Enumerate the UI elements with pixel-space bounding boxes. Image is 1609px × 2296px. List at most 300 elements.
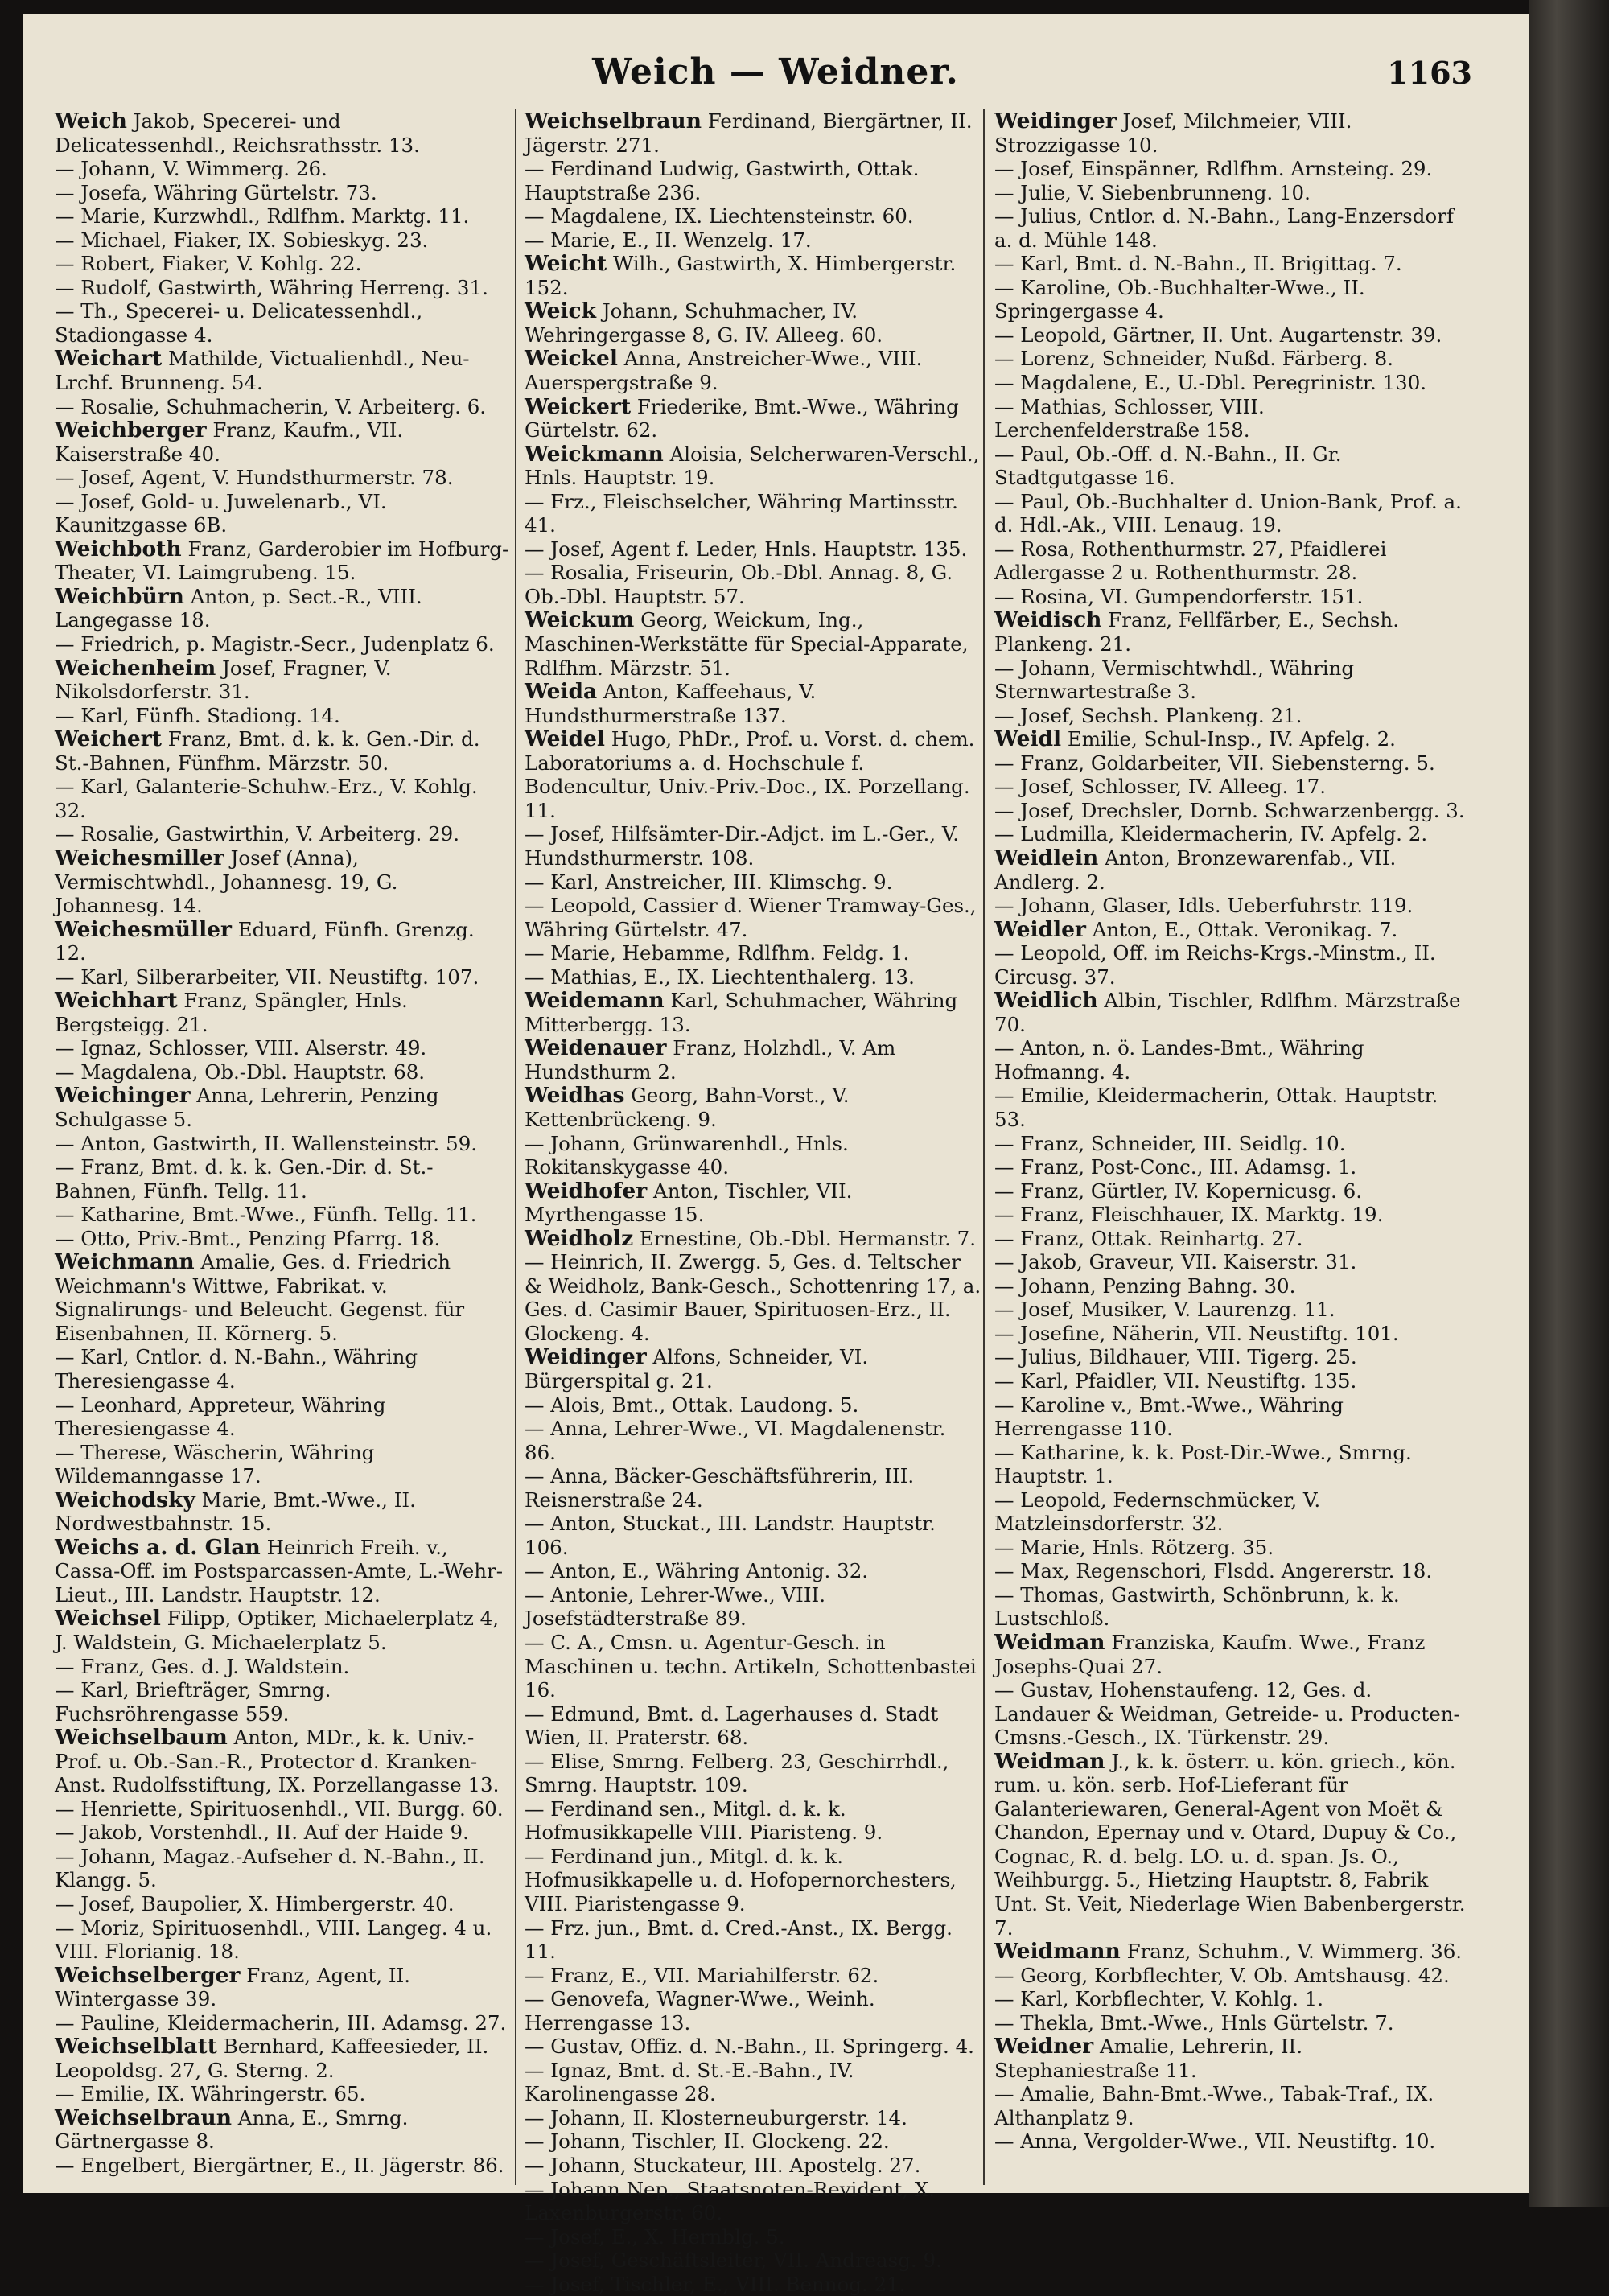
directory-entry <box>55 1227 512 1251</box>
directory-entry <box>55 704 512 728</box>
entry-details: — Magdalene, E., U.-Dbl. Peregrinistr. 130. <box>994 371 1427 395</box>
entry-surname: Weidlich <box>994 988 1098 1014</box>
entry-details: — Pauline, Kleidermacherin, III. Adamsg. 27. <box>55 2010 507 2035</box>
directory-entry <box>994 1393 1472 1441</box>
entry-details: Heinrich Freih. v., Cassa-Off. im Postsparcassen-Amte, L.-Wehr-Lieut., III. Landstr. Hauptstr. 12. <box>55 1535 503 1607</box>
entry-details: — Josef, Tischler, E., VIII. Bennog. 21. <box>525 2272 906 2296</box>
entry-details: — Johann, Grünwarenhdl., Hnls. Rokitanskygasse 40. <box>525 1131 849 1179</box>
entry-surname: Weickert <box>525 393 632 419</box>
entry-details: J., k. k. österr. u. kön. griech., kön. rum. u. kön. serb. Hof-Lieferant für Galanteriewaren, General-Agent von Moët & Chandon, Epernay und v. Otard, Dupuy & Co., Cognac, R. d. belg. LO. u. d. span. Js. O., Weihburgg. 5., Hietzing Hauptstr. 8, Fabrik Unt. St. Veit, Niederlage Wien Babenbergerstr. 7. <box>994 1749 1466 1940</box>
directory-entry <box>525 989 981 1036</box>
entry-surname: Weichberger <box>55 418 207 443</box>
entry-details: — Ferdinand jun., Mitgl. d. k. k. Hofmusikkapelle u. d. Hofopernorchesters, VIII. Piaristengasse 9. <box>525 1844 957 1916</box>
entry-details: — Marie, Hebamme, Rdlfhm. Feldg. 1. <box>525 941 910 965</box>
entry-details: — Lorenz, Schneider, Nußd. Färberg. 8. <box>994 347 1393 371</box>
entry-details: — Edmund, Bmt. d. Lagerhauses d. Stadt Wien, II. Praterstr. 68. <box>525 1701 939 1750</box>
entry-surname: Weida <box>525 679 598 705</box>
directory-entry <box>994 1274 1472 1298</box>
directory-entry <box>525 1559 981 1583</box>
entry-details: Franz, Kaufm., VII. Kaiserstraße 40. <box>55 418 404 466</box>
entry-details: Franz, Garderobier im Hofburg-Theater, VI. Laimgrubeng. 15. <box>55 537 509 585</box>
book-gutter <box>1529 0 1609 2207</box>
directory-entry <box>525 1464 981 1512</box>
entry-details: — Magdalena, Ob.-Dbl. Hauptstr. 68. <box>55 1060 426 1084</box>
directory-entry <box>55 1845 512 1892</box>
entry-details: Bernhard, Kaffeesieder, II. Leopoldsg. 27, G. Sterng. 2. <box>55 2035 489 2082</box>
directory-entry <box>525 680 981 727</box>
entry-surname: Weidmann <box>994 1939 1121 1965</box>
entry-surname: Weick <box>525 298 597 324</box>
entry-details: Anton, p. Sect.-R., VIII. Langegasse 18. <box>55 584 422 632</box>
directory-entry <box>55 157 512 181</box>
directory-entry <box>525 2225 981 2249</box>
entry-surname: Weichselbraun <box>525 109 702 134</box>
entry-details: — Friedrich, p. Magistr.-Secr., Judenplatz 6. <box>55 632 495 656</box>
page-header <box>23 14 1529 95</box>
directory-entry <box>994 252 1472 276</box>
entry-details: Marie, Bmt.-Wwe., II. Nordwestbahnstr. 15. <box>55 1487 416 1536</box>
directory-entry <box>525 1797 981 1845</box>
directory-entry <box>525 1132 981 1179</box>
directory-entry <box>525 894 981 941</box>
entry-details: — Th., Specerei- u. Delicatessenhdl., Stadiongasse 4. <box>55 299 423 347</box>
entry-details: — Franz, Ottak. Reinhartg. 27. <box>994 1226 1303 1250</box>
directory-entry <box>55 2011 512 2035</box>
entry-surname: Weichmann <box>55 1249 195 1275</box>
directory-entry <box>525 204 981 228</box>
entry-details: Albin, Tischler, Rdlfhm. Märzstraße 70. <box>994 989 1461 1036</box>
directory-entry <box>55 1536 512 1607</box>
entry-details: — Therese, Wäscherin, Währing Wildemanngasse 17. <box>55 1440 375 1488</box>
entry-surname: Weichodsky <box>55 1487 195 1512</box>
entry-details: — Magdalene, IX. Liechtensteinstr. 60. <box>525 204 914 228</box>
directory-entry <box>55 632 512 656</box>
entry-details: — Emilie, IX. Währingerstr. 65. <box>55 2082 366 2106</box>
entry-details: — Josef, Sechsh. Plankeng. 21. <box>994 703 1302 727</box>
entry-details: — Johann, II. Klosterneuburgerstr. 14. <box>525 2105 907 2129</box>
directory-entry <box>994 989 1472 1036</box>
entry-surname: Weichinger <box>55 1083 191 1109</box>
directory-entry <box>55 965 512 990</box>
entry-surname: Weidemann <box>525 988 665 1014</box>
entry-surname: Weidhas <box>525 1083 625 1109</box>
directory-entry <box>525 1250 981 1345</box>
directory-entry <box>55 1797 512 1821</box>
directory-entry <box>525 1631 981 1702</box>
directory-entry <box>55 1060 512 1084</box>
entry-surname: Weichselblatt <box>55 2034 218 2059</box>
directory-entry <box>55 109 512 157</box>
entry-details: Josef (Anna), Vermischtwhdl., Johannesg. 19, G. Johannesg. 14. <box>55 846 398 918</box>
directory-entry <box>994 1298 1472 1322</box>
directory-entry <box>525 2154 981 2178</box>
entry-surname: Weichs a. d. Glan <box>55 1534 261 1560</box>
directory-entry <box>55 822 512 846</box>
directory-entry <box>525 1987 981 2035</box>
directory-entry <box>525 395 981 442</box>
entry-details: — Gustav, Offiz. d. N.-Bahn., II. Springerg. 4. <box>525 2035 974 2059</box>
directory-entry <box>525 490 981 537</box>
directory-entry <box>55 1441 512 1488</box>
entry-details: — Josef, Schlosser, IV. Alleeg. 17. <box>994 775 1327 799</box>
entry-details: Karl, Schuhmacher, Währing Mitterbergg. 13. <box>525 989 958 1036</box>
entry-details: Franz, Bmt. d. k. k. Gen.-Dir. d. St.-Bahnen, Fünfhm. Märzstr. 50. <box>55 727 480 775</box>
directory-entry <box>994 608 1472 656</box>
entry-surname: Weichhart <box>55 988 178 1014</box>
entry-details: — Karoline v., Bmt.-Wwe., Währing Herrengasse 110. <box>994 1393 1344 1441</box>
entry-surname: Weidman <box>994 1748 1105 1774</box>
directory-entry <box>55 204 512 228</box>
directory-entry <box>525 1916 981 1964</box>
directory-entry <box>994 2035 1472 2082</box>
entry-surname: Weichselbaum <box>55 1725 228 1751</box>
directory-entry <box>525 561 981 608</box>
directory-entry <box>525 1393 981 1418</box>
directory-entry <box>994 276 1472 323</box>
entry-details: — Karl, Galanterie-Schuhw.-Erz., V. Kohlg. 32. <box>55 775 478 822</box>
entry-details: — Leopold, Gärtner, II. Unt. Augartenstr. 39. <box>994 323 1442 347</box>
directory-entry <box>525 442 981 490</box>
entry-details: Anton, Tischler, VII. Myrthengasse 15. <box>525 1179 853 1227</box>
entry-details: — Johann, Magaz.-Aufseher d. N.-Bahn., II. Klangg. 5. <box>55 1844 485 1892</box>
directory-entry <box>55 1488 512 1536</box>
entry-details: Georg, Bahn-Vorst., V. Kettenbrückeng. 9. <box>525 1084 850 1131</box>
entry-details: — Ignaz, Bmt. d. St.-E.-Bahn., IV. Karolinengasse 28. <box>525 2058 854 2106</box>
directory-entry <box>994 704 1472 728</box>
entry-details: — Thomas, Gastwirth, Schönbrunn, k. k. Lustschloß. <box>994 1582 1400 1631</box>
entry-details: Jakob, Specerei- und Delicatessenhdl., Reichsrathsstr. 13. <box>55 109 420 157</box>
directory-entry <box>994 1750 1472 1940</box>
directory-entry <box>525 252 981 299</box>
directory-entry <box>525 1964 981 1988</box>
entry-details: Franz, Spängler, Hnls. Bergsteigg. 21. <box>55 989 408 1036</box>
directory-entry <box>994 894 1472 918</box>
entry-details: Anton, Bronzewarenfab., VII. Andlerg. 2. <box>994 846 1397 894</box>
entry-surname: Weickel <box>525 346 618 372</box>
entry-details: — Josef, Drechsler, Dornb. Schwarzenbergg. 3. <box>994 798 1465 822</box>
entry-details: — Otto, Priv.-Bmt., Penzing Pfarrg. 18. <box>55 1226 441 1250</box>
directory-entry <box>994 181 1472 205</box>
directory-entry <box>994 323 1472 348</box>
entry-surname: Weidisch <box>994 607 1102 633</box>
directory-entry <box>525 2035 981 2059</box>
directory-entry <box>55 1345 512 1393</box>
entry-details: — Anton, Stuckat., III. Landstr. Hauptstr. 106. <box>525 1512 936 1559</box>
entry-details: — Karl, Korbflechter, V. Kohlg. 1. <box>994 1987 1324 2011</box>
entry-details: — Rudolf, Gastwirth, Währing Herreng. 31. <box>55 275 488 299</box>
directory-entry <box>994 751 1472 776</box>
page-title: Weich — Weidner. <box>592 51 959 93</box>
entry-details: Franz, Holzhdl., V. Am Hundsthurm 2. <box>525 1036 896 1084</box>
entry-details: — Gustav, Hohenstaufeng. 12, Ges. d. Landauer & Weidman, Getreide- u. Producten-Cmsns.-Gesch., IX. Türkenstr. 29. <box>994 1678 1460 1750</box>
directory-entry <box>55 585 512 632</box>
entry-surname: Weichart <box>55 346 163 372</box>
directory-entry <box>994 109 1472 157</box>
entry-details: — Anton, n. ö. Landes-Bmt., Währing Hofmanng. 4. <box>994 1036 1364 1084</box>
entry-details: Amalie, Ges. d. Friedrich Weichmann's Wittwe, Fabrikat. v. Signalirungs- und Beleucht. Gegenst. für Eisenbahnen, II. Körnerg. 5. <box>55 1250 465 1345</box>
entry-details: — Franz, Schneider, III. Seidlg. 10. <box>994 1131 1346 1155</box>
entry-details: — Josef, Baupolier, X. Himbergerstr. 40. <box>55 1892 455 1916</box>
entry-details: — Rosa, Rothenthurmstr. 27, Pfaidlerei Adlergasse 2 u. Rothenthurmstr. 28. <box>994 537 1387 585</box>
directory-entry <box>525 2249 981 2273</box>
directory-entry <box>525 1845 981 1916</box>
directory-entry <box>55 656 512 704</box>
entry-surname: Weichbürn <box>55 583 184 609</box>
directory-entry <box>55 1393 512 1441</box>
entry-details: Johann, Schuhmacher, IV. Wehringergasse 8, G. IV. Alleeg. 60. <box>525 299 883 347</box>
directory-entry <box>994 347 1472 371</box>
entry-details: — Thekla, Bmt.-Wwe., Hnls Gürtelstr. 7. <box>994 2010 1394 2035</box>
directory-entry <box>994 775 1472 799</box>
entry-details: — Frz., Fleischselcher, Währing Martinsstr. 41. <box>525 489 958 537</box>
entry-details: — Josef, Musiker, V. Laurenzg. 11. <box>994 1298 1335 1322</box>
directory-entry <box>994 371 1472 395</box>
entry-details: — Jakob, Vorstenhdl., II. Auf der Haide 9. <box>55 1821 469 1845</box>
entry-details: — Karl, Fünfh. Stadiong. 14. <box>55 703 340 727</box>
directory-entry <box>525 1227 981 1251</box>
entry-details: — Josefine, Näherin, VII. Neustiftg. 101. <box>994 1321 1399 1345</box>
entry-details: Anna, Anstreicher-Wwe., VIII. Auerspergstraße 9. <box>525 347 923 395</box>
directory-entry <box>525 1702 981 1750</box>
directory-entry <box>525 1512 981 1559</box>
directory-entry <box>525 2106 981 2130</box>
directory-entry <box>525 608 981 680</box>
entry-surname: Weickmann <box>525 441 664 467</box>
entry-details: — Ferdinand Ludwig, Gastwirth, Ottak. Hauptstraße 236. <box>525 157 920 204</box>
entry-details: — Julius, Bildhauer, VIII. Tigerg. 25. <box>994 1345 1357 1369</box>
directory-entry <box>994 1322 1472 1346</box>
directory-entry <box>525 2273 981 2296</box>
directory-entry <box>525 1345 981 1393</box>
entry-details: — Johann, Penzing Bahng. 30. <box>994 1273 1296 1298</box>
entry-details: — Karl, Briefträger, Smrng. Fuchsröhrengasse 559. <box>55 1678 331 1726</box>
entry-details: — Josef, Einspänner, Rdlfhm. Arnsteing. 29. <box>994 157 1433 181</box>
directory-entry <box>55 1155 512 1203</box>
entry-details: — Franz, E., VII. Mariahilferstr. 62. <box>525 1963 879 1987</box>
directory-entry <box>55 395 512 419</box>
entry-details: Mathilde, Victualienhdl., Neu-Lrchf. Brunneng. 54. <box>55 347 470 395</box>
directory-entry <box>55 775 512 822</box>
directory-entry <box>55 1250 512 1345</box>
entry-details: — Rosalia, Friseurin, Ob.-Dbl. Annag. 8, G. Ob.-Dbl. Hauptstr. 57. <box>525 561 953 608</box>
entry-details: — Ferdinand sen., Mitgl. d. k. k. Hofmusikkapelle VIII. Piaristeng. 9. <box>525 1796 883 1845</box>
entry-details: — Leopold, Federnschmücker, V. Matzleinsdorferstr. 32. <box>994 1487 1321 1536</box>
directory-entry <box>994 1536 1472 1560</box>
directory-entry <box>55 228 512 253</box>
directory-entry <box>55 181 512 205</box>
directory-entry <box>994 585 1472 609</box>
entry-details: Friederike, Bmt.-Wwe., Währing Gürtelstr. 62. <box>525 394 959 442</box>
directory-entry <box>525 1750 981 1797</box>
entry-details: — Mathias, Schlosser, VIII. Lerchenfelderstraße 158. <box>994 394 1265 442</box>
entry-surname: Weidhofer <box>525 1178 648 1204</box>
directory-entry <box>994 822 1472 846</box>
entry-details: — Rosalie, Schuhmacherin, V. Arbeiterg. 6. <box>55 394 487 418</box>
entry-details: — Frz. jun., Bmt. d. Cred.-Anst., IX. Bergg. 11. <box>525 1915 953 1964</box>
entry-details: — Franz, Bmt. d. k. k. Gen.-Dir. d. St.-Bahnen, Fünfh. Tellg. 11. <box>55 1155 434 1203</box>
entry-details: Josef, Milchmeier, VIII. Strozzigasse 10. <box>994 109 1352 157</box>
entry-surname: Weich <box>55 109 127 134</box>
entry-surname: Weichselbraun <box>55 2105 232 2130</box>
directory-entry <box>55 1916 512 1964</box>
directory-entry <box>525 347 981 394</box>
directory-entry <box>994 2011 1472 2035</box>
entry-details: Emilie, Schul-Insp., IV. Apfelg. 2. <box>1061 727 1396 751</box>
entry-details: — Katharine, k. k. Post-Dir.-Wwe., Smrng. Hauptstr. 1. <box>994 1440 1412 1488</box>
entry-details: — Anton, Gastwirth, II. Wallensteinstr. 59. <box>55 1131 478 1155</box>
directory-entry <box>55 1655 512 1679</box>
entry-details: Anton, E., Ottak. Veronikag. 7. <box>1085 917 1398 941</box>
directory-entry <box>994 157 1472 181</box>
directory-column-3 <box>985 109 1477 2193</box>
directory-entry <box>525 228 981 253</box>
directory-entry <box>525 157 981 204</box>
directory-entry <box>994 442 1472 490</box>
entry-details: Anna, E., Smrng. Gärtnergasse 8. <box>55 2105 409 2154</box>
entry-details: Georg, Weickum, Ing., Maschinen-Werkstätte für Special-Apparate, Rdlfhm. Märzstr. 51. <box>525 608 969 680</box>
entry-details: — Ludmilla, Kleidermacherin, IV. Apfelg. 2. <box>994 822 1428 846</box>
directory-entry <box>55 490 512 537</box>
entry-details: — Franz, Post-Conc., III. Adamsg. 1. <box>994 1155 1357 1179</box>
directory-entry <box>994 1488 1472 1536</box>
directory-entry <box>525 2059 981 2106</box>
entry-details: — Johann, V. Wimmerg. 26. <box>55 157 327 181</box>
directory-entry <box>55 1203 512 1227</box>
entry-surname: Weichert <box>55 726 162 752</box>
directory-entry <box>55 252 512 276</box>
entry-details: Franz, Agent, II. Wintergasse 39. <box>55 1963 411 2011</box>
entry-surname: Weickum <box>525 607 635 633</box>
entry-details: — Josef, Agent, V. Hundsthurmerstr. 78. <box>55 466 454 490</box>
entry-details: Amalie, Lehrerin, II. Stephaniestraße 11. <box>994 2035 1303 2082</box>
directory-column-2 <box>515 109 986 2296</box>
directory-entry <box>55 2035 512 2082</box>
entry-surname: Weichesmiller <box>55 845 224 870</box>
entry-details: — Anna, Bäcker-Geschäftsführerin, III. Reisnerstraße 24. <box>525 1464 915 1512</box>
directory-entry <box>994 1631 1472 1678</box>
directory-entry <box>525 822 981 870</box>
entry-details: — Alois, Bmt., Ottak. Laudong. 5. <box>525 1393 859 1417</box>
entry-details: — Georg, Korbflechter, V. Ob. Amtshausg. 42. <box>994 1963 1450 1987</box>
directory-entry <box>525 1084 981 1131</box>
directory-entry <box>994 1441 1472 1488</box>
entry-details: Franz, Schuhm., V. Wimmerg. 36. <box>1120 1940 1463 1964</box>
directory-entry <box>994 941 1472 989</box>
directory-entry <box>525 727 981 822</box>
entry-details: Ferdinand, Biergärtner, II. Jägerstr. 271. <box>525 109 973 157</box>
entry-details: — Antonie, Lehrer-Wwe., VIII. Josefstädterstraße 89. <box>525 1582 825 1631</box>
entry-details: — Marie, Kurzwhdl., Rdlfhm. Marktg. 11. <box>55 204 470 228</box>
entry-surname: Weidner <box>994 2034 1094 2059</box>
entry-details: — Max, Regenschori, Flsdd. Angererstr. 18. <box>994 1559 1433 1583</box>
directory-entry <box>55 1964 512 2011</box>
entry-details: — Rosalie, Gastwirthin, V. Arbeiterg. 29. <box>55 822 460 846</box>
entry-details: — Marie, E., II. Wenzelg. 17. <box>525 228 812 252</box>
entry-details: — Emilie, Kleidermacherin, Ottak. Hauptstr. 53. <box>994 1084 1438 1131</box>
directory-entry <box>55 466 512 490</box>
entry-details: — Engelbert, Biergärtner, E., II. Jägerstr. 86. <box>55 2154 504 2178</box>
entry-details: — Genovefa, Wagner-Wwe., Weinh. Herrengasse 13. <box>525 1987 875 2035</box>
directory-entry <box>55 537 512 585</box>
entry-details: — Leopold, Off. im Reichs-Krgs.-Minstm., II. Circusg. 37. <box>994 941 1436 989</box>
directory-entry <box>55 846 512 918</box>
entry-details: Aloisia, Selcherwaren-Verschl., Hnls. Hauptstr. 19. <box>525 442 980 490</box>
entry-details: Alfons, Schneider, VI. Bürgerspital g. 21. <box>525 1345 869 1393</box>
directory-entry <box>525 2178 981 2225</box>
entry-details: — Elise, Smrng. Felberg. 23, Geschirrhdl., Smrng. Hauptstr. 109. <box>525 1749 949 1797</box>
directory-entry <box>525 109 981 157</box>
directory-entry <box>994 1084 1472 1131</box>
directory-entry <box>994 1940 1472 1964</box>
entry-details: Hugo, PhDr., Prof. u. Vorst. d. chem. Laboratoriums a. d. Hochschule f. Bodencultur, Univ.-Priv.-Doc., IX. Porzellang. 11. <box>525 727 975 822</box>
entry-surname: Weidl <box>994 726 1062 752</box>
directory-entry <box>994 846 1472 894</box>
entry-details: — Josef, Geschäftsleiter, VII. Andreasg. 9. <box>525 2249 942 2273</box>
entry-details: — Karoline, Ob.-Buchhalter-Wwe., II. Springergasse 4. <box>994 275 1365 323</box>
entry-details: — Jakob, Graveur, VII. Kaiserstr. 31. <box>994 1250 1357 1274</box>
entry-details: — Franz, Goldarbeiter, VII. Siebensterng. 5. <box>994 751 1435 775</box>
entry-details: — Leopold, Cassier d. Wiener Tramway-Ges., Währing Gürtelstr. 47. <box>525 894 977 941</box>
entry-details: — Josefa, Währing Gürtelstr. 73. <box>55 180 377 204</box>
directory-entry <box>994 1179 1472 1204</box>
directory-entry <box>55 1892 512 1916</box>
entry-surname: Weidman <box>994 1630 1105 1655</box>
directory-entry <box>994 395 1472 442</box>
entry-details: — Josef, Hilfsämter-Dir.-Adjct. im L.-Ger., V. Hundsthurmerstr. 108. <box>525 822 960 870</box>
entry-details: — Anna, Lehrer-Wwe., VI. Magdalenenstr. 86. <box>525 1417 946 1464</box>
directory-entry <box>55 1036 512 1060</box>
entry-surname: Weichsel <box>55 1606 161 1631</box>
entry-surname: Weichesmüller <box>55 916 232 942</box>
entry-details: — Ignaz, Schlosser, VIII. Alserstr. 49. <box>55 1036 427 1060</box>
directory-entry <box>994 799 1472 823</box>
entry-details: — Heinrich, II. Zwergg. 5, Ges. d. Teltscher & Weidholz, Bank-Gesch., Schottenring 17, a. Ges. d. Casimir Bauer, Spirituosen-Erz., II. Glockeng. 4. <box>525 1250 981 1345</box>
entry-details: Franz, Fellfärber, E., Sechsh. Plankeng. 21. <box>994 608 1399 656</box>
directory-entry <box>55 347 512 394</box>
directory-entry <box>525 1179 981 1227</box>
entry-details: — Marie, Hnls. Rötzerg. 35. <box>994 1535 1274 1559</box>
entry-details: — Julie, V. Siebenbrunneng. 10. <box>994 180 1311 204</box>
directory-entry <box>525 965 981 990</box>
directory-entry <box>994 1345 1472 1369</box>
entry-details: — Anton, E., Währing Antonig. 32. <box>525 1559 869 1583</box>
directory-entry <box>55 918 512 965</box>
entry-details: — Josef, E., X. Hernblg. 5. <box>525 2224 785 2249</box>
entry-details: — Johann, Glaser, Idls. Ueberfuhrstr. 119. <box>994 894 1414 918</box>
directory-entry <box>55 2106 512 2154</box>
entry-surname: Weidler <box>994 916 1086 942</box>
entry-details: — Katharine, Bmt.-Wwe., Fünfh. Tellg. 11. <box>55 1203 477 1227</box>
entry-surname: Weichboth <box>55 536 182 562</box>
entry-details: Wilh., Gastwirth, X. Himbergerstr. 152. <box>525 252 957 299</box>
entry-details: Josef, Fragner, V. Nikolsdorferstr. 31. <box>55 656 392 704</box>
directory-entry <box>994 1987 1472 2011</box>
directory-entry <box>55 276 512 300</box>
directory-entry <box>525 299 981 347</box>
entry-details: — Henriette, Spirituosenhdl., VII. Burgg. 60. <box>55 1796 504 1821</box>
entry-details: Anna, Lehrerin, Penzing Schulgasse 5. <box>55 1084 439 1131</box>
entry-surname: Weidinger <box>994 109 1117 134</box>
directory-entry <box>525 1417 981 1464</box>
entry-details: — Karl, Silberarbeiter, VII. Neustiftg. 107. <box>55 965 479 989</box>
directory-entry <box>994 1250 1472 1274</box>
directory-page <box>23 14 1529 2296</box>
directory-entry <box>994 727 1472 751</box>
entry-details: — Johann, Stuckateur, III. Apostelg. 27. <box>525 2154 921 2178</box>
directory-entry <box>994 1132 1472 1156</box>
directory-entry <box>525 941 981 965</box>
entry-surname: Weidel <box>525 726 605 752</box>
